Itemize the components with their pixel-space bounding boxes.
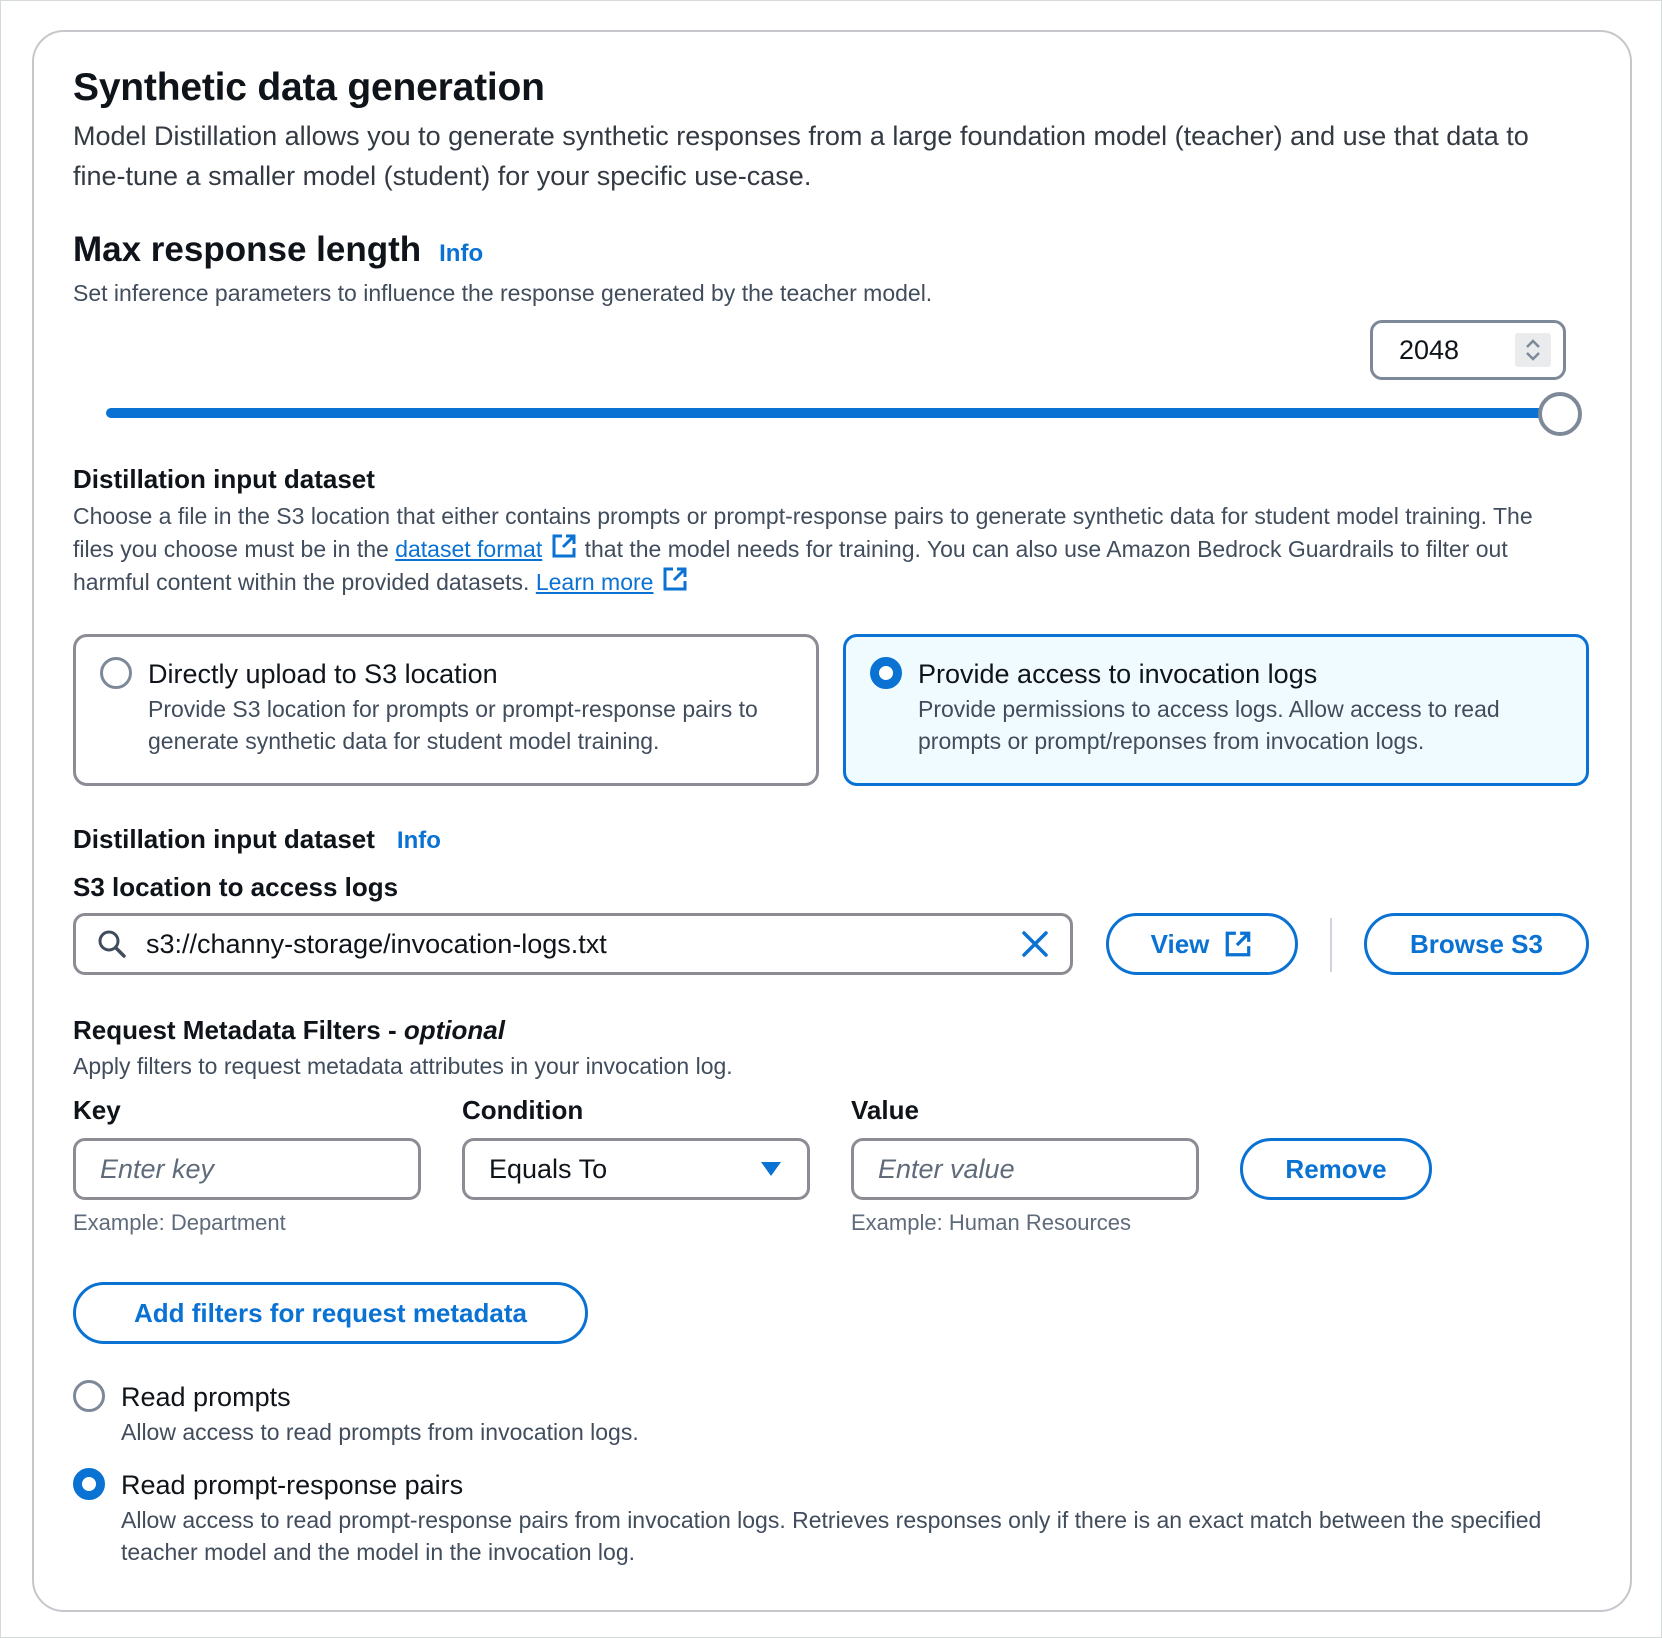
tile-description: Provide S3 location for prompts or prompt-response pairs to generate synthetic data for student model training. [148,696,758,754]
read-option-title: Read prompts [121,1382,291,1412]
read-option-title: Read prompt-response pairs [121,1470,464,1500]
read-option-pairs[interactable] [73,1468,1593,1568]
tile-description: Provide permissions to access logs. Allow access to read prompts or prompt/reponses from invocation logs. [918,696,1500,754]
filters-title-text: Request Metadata Filters - [73,1015,404,1045]
search-icon [96,928,128,960]
key-input[interactable] [73,1138,421,1200]
dataset-desc-part2: that the model needs for training. You can also use Amazon Bedrock Guardrails to filter out harmful content within the provided datasets. [73,536,1508,595]
value-label: Value [851,1095,919,1125]
value-placeholder: Enter value [878,1153,1015,1184]
key-placeholder: Enter key [100,1153,215,1184]
add-filters-button-label: Add filters for request metadata [134,1297,527,1328]
max-response-title: Max response length [73,230,422,269]
tile-title: Directly upload to S3 location [148,659,498,689]
button-divider [1330,918,1332,972]
filters-description: Apply filters to request metadata attributes in your invocation log. [73,1053,733,1079]
spinner-up-icon[interactable] [1524,338,1542,350]
logs-info-link[interactable]: Info [396,827,441,854]
max-response-value: 2048 [1399,334,1460,365]
radio-read-prompts[interactable] [73,1380,105,1412]
max-response-slider-thumb[interactable] [1538,392,1582,436]
number-spinner[interactable] [1515,333,1551,367]
condition-value: Equals To [489,1153,608,1184]
value-hint: Example: Human Resources [851,1210,1132,1235]
s3-location-input[interactable] [73,913,1073,975]
page-title: Synthetic data generation [73,66,545,109]
clear-icon[interactable] [1020,929,1050,959]
condition-select[interactable] [462,1138,810,1200]
external-link-icon [1223,929,1253,959]
radio-direct-upload[interactable] [100,657,132,689]
read-option-description: Allow access to read prompts from invocation logs. [121,1419,639,1445]
external-link-icon [550,532,578,560]
logs-section-heading [73,824,441,855]
spinner-down-icon[interactable] [1524,350,1542,362]
dataset-title: Distillation input dataset [73,464,375,494]
external-link-icon [661,565,689,593]
condition-label: Condition [462,1095,584,1125]
page-description: Model Distillation allows you to generate synthetic responses from a large foundation model (teacher) and use that data to fine-tune a smaller model (student) for your specific use-case. [73,121,1529,191]
browse-s3-button[interactable] [1364,913,1589,975]
dataset-description [73,500,1573,598]
key-hint: Example: Department [73,1210,286,1235]
remove-button-label: Remove [1285,1153,1387,1184]
logs-section-title: Distillation input dataset [73,824,375,854]
filters-title [73,1015,505,1046]
s3-location-label: S3 location to access logs [73,872,399,902]
read-option-description: Allow access to read prompt-response pairs from invocation logs. Retrieves responses only if there is an exact match between the specified teacher model and the model in the invocation log. [121,1507,1542,1565]
view-button-label: View [1150,928,1210,959]
learn-more-link[interactable]: Learn more [535,569,654,595]
tile-title: Provide access to invocation logs [918,659,1318,689]
value-input[interactable] [851,1138,1199,1200]
caret-down-icon [759,1160,783,1178]
dataset-format-link[interactable]: dataset format [395,536,543,562]
key-label: Key [73,1095,121,1125]
tile-direct-upload[interactable] [73,634,819,786]
filters-optional: optional [403,1015,505,1045]
add-filters-button[interactable] [73,1282,588,1344]
max-response-number-input[interactable] [1370,320,1566,380]
radio-read-pairs[interactable] [73,1468,105,1500]
dataset-desc-part1: Choose a file in the S3 location that either contains prompts or prompt-response pairs to generate synthetic data for student model training. The files you choose must be in the [73,503,1533,562]
read-option-prompts[interactable] [73,1380,1593,1448]
max-response-info-link[interactable]: Info [439,240,484,267]
max-response-description: Set inference parameters to influence the response generated by the teacher model. [73,280,933,306]
remove-button[interactable] [1240,1138,1432,1200]
radio-invocation-logs[interactable] [870,657,902,689]
view-button[interactable] [1106,913,1298,975]
max-response-slider-track[interactable] [106,408,1554,418]
tile-invocation-logs[interactable] [843,634,1589,786]
browse-s3-button-label: Browse S3 [1410,928,1543,959]
s3-location-value: s3://channy-storage/invocation-logs.txt [146,928,607,959]
max-response-heading [73,230,483,270]
